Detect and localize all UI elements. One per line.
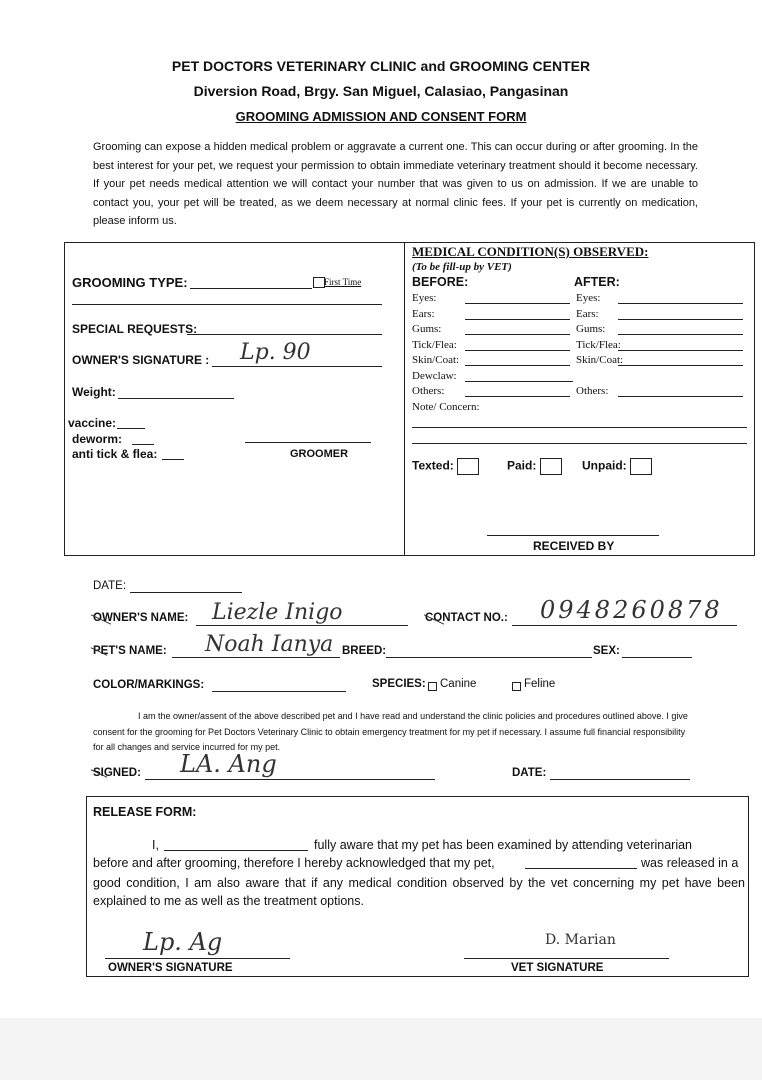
- release-text-2: before and after grooming, therefore I hereby acknowledged that my pet,: [93, 856, 495, 870]
- release-owner-signature-label: OWNER'S SIGNATURE: [108, 962, 233, 974]
- contact-label: CONTACT NO.:: [425, 612, 508, 624]
- intro-paragraph: Grooming can expose a hidden medical problem or aggravate a current one. This can occur during or after grooming. In the best interest for your pet, we request your permission to obtain immediate veterinary treatment should it become necessary. If your pet needs medical attention we will contact your number that was given to us on admission. If we are unable to contact you, your pet will be treated, as we deem necessary at normal clinic fees. If your pet is currently on medication, please inform us.: [93, 141, 698, 228]
- before-item-label: Others:: [412, 385, 445, 397]
- feline-label: Feline: [524, 678, 556, 690]
- release-name-line[interactable]: [164, 850, 308, 851]
- before-item-label: Dewclaw:: [412, 369, 457, 382]
- pet-name-line[interactable]: [172, 657, 340, 658]
- release-form-title: RELEASE FORM:: [93, 805, 197, 819]
- before-item-line[interactable]: [465, 396, 570, 397]
- release-owner-handwritten: Lp. Ag: [143, 928, 223, 956]
- after-item-label: Ears:: [576, 307, 599, 320]
- color-markings-line[interactable]: [212, 691, 346, 692]
- date-label: DATE:: [93, 580, 127, 592]
- vaccine-label: vaccine:: [68, 416, 117, 430]
- after-item-label: Others:: [576, 385, 609, 397]
- anti-tick-line[interactable]: [162, 459, 184, 460]
- anti-tick-label: anti tick & flea:: [72, 447, 158, 461]
- before-item-label: Gums:: [412, 323, 442, 335]
- before-item-line[interactable]: [465, 334, 570, 335]
- groomer-label: GROOMER: [290, 448, 349, 460]
- signed-line[interactable]: [145, 779, 435, 780]
- before-item-line[interactable]: [465, 319, 570, 320]
- weight-line[interactable]: [118, 398, 234, 399]
- received-by-line[interactable]: [487, 535, 659, 536]
- owner-name-label: OWNER'S NAME:: [93, 612, 189, 624]
- sex-line[interactable]: [622, 657, 692, 658]
- vet-name-handwritten: D. Marian: [545, 932, 616, 948]
- grooming-type-line-2[interactable]: [72, 304, 382, 305]
- color-markings-label: COLOR/MARKINGS:: [93, 679, 205, 691]
- after-item-label: Gums:: [576, 323, 606, 335]
- species-label: SPECIES:: [372, 678, 426, 690]
- page-bottom-margin: [0, 1018, 762, 1080]
- pet-name-value: Noah Ianya: [205, 632, 334, 657]
- before-item-line[interactable]: [465, 365, 570, 366]
- unpaid-checkbox[interactable]: [630, 458, 652, 475]
- unpaid-field: [582, 458, 652, 475]
- consent-paragraph: I am the owner/assent of the above described pet and I have read and understand the clinic policies and procedures outlined above. I give consent for the grooming for Pet Doctors Veterinary Clinic to obtain emergency treatment for my pet if necessary. I assume full financial responsibility for all changes and service incurred for my pet.: [93, 711, 688, 752]
- date-line[interactable]: [130, 592, 242, 593]
- deworm-line[interactable]: [132, 444, 154, 445]
- deworm-label: deworm:: [72, 432, 123, 446]
- vaccine-line[interactable]: [117, 428, 145, 429]
- after-item-label: Skin/Coat:: [576, 354, 624, 366]
- paid-label: Paid:: [507, 458, 537, 473]
- after-item-line[interactable]: [618, 396, 743, 397]
- first-time-label: First Time: [324, 277, 362, 287]
- release-pet-line[interactable]: [525, 868, 637, 869]
- after-item-line[interactable]: [618, 350, 743, 351]
- medical-subtitle: (To be fill-up by VET): [412, 261, 512, 273]
- after-item-line[interactable]: [618, 303, 743, 304]
- box-divider: [404, 242, 405, 556]
- signed-label: SIGNED:: [93, 767, 141, 779]
- vet-signature-line[interactable]: [464, 958, 669, 959]
- clinic-name: PET DOCTORS VETERINARY CLINIC and GROOMING CENTER: [171, 58, 591, 74]
- sex-label: SEX:: [593, 645, 620, 657]
- contact-value: 0948260878: [540, 596, 723, 624]
- texted-label: Texted:: [412, 458, 454, 473]
- special-requests-line[interactable]: [187, 334, 382, 335]
- texted-checkbox[interactable]: [457, 458, 479, 475]
- note-line-1[interactable]: [412, 427, 747, 428]
- vet-signature-label: VET SIGNATURE: [511, 962, 604, 974]
- pet-name-label: PET'S NAME:: [93, 645, 167, 657]
- received-by-label: RECEIVED BY: [533, 539, 615, 553]
- texted-field: [412, 458, 479, 475]
- before-item-label: Skin/Coat:: [412, 354, 460, 366]
- release-text-1: fully aware that my pet has been examined by attending veterinarian: [314, 838, 693, 852]
- grooming-type-label: GROOMING TYPE:: [72, 275, 188, 290]
- feline-checkbox[interactable]: [512, 682, 521, 691]
- signed-handwritten: LA. Ang: [180, 750, 277, 778]
- before-item-label: Eyes:: [412, 292, 437, 304]
- owner-name-value: Liezle Inigo: [212, 600, 343, 625]
- after-heading: AFTER:: [574, 275, 620, 289]
- paid-checkbox[interactable]: [540, 458, 562, 475]
- canine-checkbox[interactable]: [428, 682, 437, 691]
- canine-label: Canine: [440, 678, 477, 690]
- special-requests-label: SPECIAL REQUESTS:: [72, 322, 198, 336]
- owner-signature-handwritten: Lp. 90: [240, 340, 311, 365]
- breed-line[interactable]: [386, 657, 592, 658]
- owner-name-line[interactable]: [196, 625, 408, 626]
- after-item-label: Tick/Flea:: [576, 338, 621, 351]
- before-heading: BEFORE:: [412, 275, 469, 289]
- paid-field: [507, 458, 562, 475]
- after-item-line[interactable]: [618, 319, 743, 320]
- groomer-line[interactable]: [245, 442, 371, 443]
- breed-label: BREED:: [342, 645, 387, 657]
- release-i-label: I,: [152, 838, 159, 852]
- release-owner-signature-line[interactable]: [105, 958, 290, 959]
- contact-line[interactable]: [512, 625, 737, 626]
- unpaid-label: Unpaid:: [582, 458, 627, 473]
- release-text-4: good condition, I am also aware that if any medical condition observed by the vet concerning my pet have been explained to me as well as the treatment options.: [93, 876, 745, 908]
- before-item-label: Ears:: [412, 307, 435, 320]
- date2-line[interactable]: [550, 779, 690, 780]
- date2-label: DATE:: [512, 767, 547, 779]
- medical-title: MEDICAL CONDITION(S) OBSERVED:: [412, 244, 649, 259]
- before-item-line[interactable]: [465, 350, 570, 351]
- owner-signature-label: OWNER'S SIGNATURE :: [72, 353, 210, 367]
- weight-label: Weight:: [72, 385, 116, 399]
- after-item-line[interactable]: [618, 334, 743, 335]
- form-title: GROOMING ADMISSION AND CONSENT FORM: [235, 109, 527, 124]
- note-concern-label: Note/ Concern:: [412, 401, 480, 413]
- before-item-line[interactable]: [465, 381, 573, 382]
- after-item-label: Eyes:: [576, 292, 601, 304]
- before-item-label: Tick/Flea:: [412, 338, 457, 351]
- after-item-line[interactable]: [618, 365, 743, 366]
- note-line-2[interactable]: [412, 443, 747, 444]
- before-item-line[interactable]: [465, 303, 570, 304]
- release-text-3: was released in a: [641, 856, 739, 870]
- owner-signature-line[interactable]: [212, 366, 382, 367]
- grooming-type-line[interactable]: [190, 288, 312, 289]
- clinic-address: Diversion Road, Brgy. San Miguel, Calasiao, Pangasinan: [193, 83, 569, 99]
